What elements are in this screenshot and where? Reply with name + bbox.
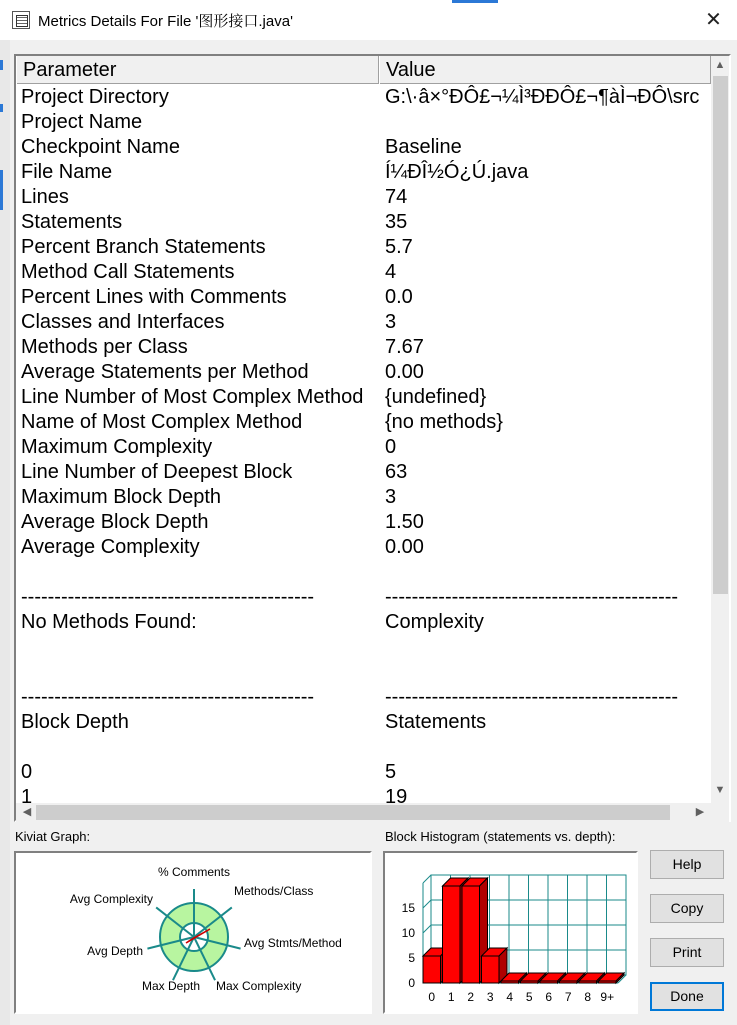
table-row[interactable] bbox=[16, 660, 711, 685]
title-accent bbox=[452, 0, 498, 3]
table-row[interactable] bbox=[16, 785, 711, 803]
value-cell: 0.00 bbox=[385, 536, 424, 558]
scroll-down-icon[interactable]: ▼ bbox=[714, 784, 726, 796]
histogram-y-tick-label: 15 bbox=[401, 901, 415, 915]
table-row[interactable] bbox=[16, 360, 711, 385]
value-cell: 5.7 bbox=[385, 236, 413, 258]
histogram-gridline bbox=[423, 925, 431, 933]
parameter-cell: Percent Branch Statements bbox=[21, 236, 266, 258]
kiviat-chart bbox=[16, 853, 370, 1012]
histogram-bar bbox=[599, 981, 617, 983]
histogram-y-tick-label: 0 bbox=[408, 976, 415, 990]
histogram-x-tick-label: 8 bbox=[584, 990, 592, 1004]
histogram-x-tick-label: 6 bbox=[545, 990, 553, 1004]
histogram-axis bbox=[423, 875, 431, 883]
histogram-x-tick-label: 5 bbox=[525, 990, 533, 1004]
parameter-cell: Average Block Depth bbox=[21, 511, 209, 533]
scroll-corner bbox=[711, 803, 729, 822]
value-cell: 3 bbox=[385, 486, 397, 508]
parameter-cell: No Methods Found: bbox=[21, 611, 197, 633]
histogram-chart bbox=[385, 853, 636, 1012]
list-header bbox=[16, 56, 711, 84]
table-row[interactable] bbox=[16, 85, 711, 110]
edge-mark bbox=[0, 170, 3, 210]
table-row[interactable] bbox=[16, 160, 711, 185]
table-row[interactable] bbox=[16, 635, 711, 660]
scroll-left-icon[interactable]: ◀ bbox=[22, 806, 32, 818]
table-row[interactable] bbox=[16, 535, 711, 560]
table-row[interactable] bbox=[16, 310, 711, 335]
parameter-cell: Methods per Class bbox=[21, 336, 188, 358]
help-button[interactable]: Help bbox=[650, 850, 724, 879]
histogram-y-tick-label: 10 bbox=[401, 926, 415, 940]
histogram-x-tick-label: 1 bbox=[447, 990, 455, 1004]
table-row[interactable] bbox=[16, 710, 711, 735]
scroll-up-icon[interactable]: ▲ bbox=[714, 59, 726, 71]
table-row[interactable] bbox=[16, 510, 711, 535]
table-row[interactable] bbox=[16, 110, 711, 135]
parameter-cell: Line Number of Deepest Block bbox=[21, 461, 293, 483]
column-header-value[interactable]: Value bbox=[379, 56, 711, 84]
kiviat-axis-label: Max Depth bbox=[141, 979, 201, 993]
value-cell: 7.67 bbox=[385, 336, 424, 358]
kiviat-label: Kiviat Graph: bbox=[15, 829, 91, 844]
histogram-x-tick-label: 3 bbox=[486, 990, 494, 1004]
parameter-cell: Lines bbox=[21, 186, 69, 208]
parameter-cell: -------------------------------------------- bbox=[21, 686, 315, 708]
table-row[interactable] bbox=[16, 610, 711, 635]
histogram-x-tick-label: 0 bbox=[428, 990, 436, 1004]
table-row[interactable] bbox=[16, 235, 711, 260]
metrics-list-view[interactable] bbox=[14, 54, 731, 822]
parameter-cell: Statements bbox=[21, 211, 123, 233]
value-cell: 1.50 bbox=[385, 511, 424, 533]
value-cell: Baseline bbox=[385, 136, 462, 158]
block-histogram bbox=[383, 851, 638, 1014]
value-cell: 74 bbox=[385, 186, 408, 208]
window-title: Metrics Details For File '图形接口.java' bbox=[38, 13, 293, 30]
parameter-cell: -------------------------------------------- bbox=[21, 586, 315, 608]
table-row[interactable] bbox=[16, 135, 711, 160]
table-row[interactable] bbox=[16, 335, 711, 360]
histogram-bar bbox=[540, 981, 558, 983]
histogram-x-tick-label: 2 bbox=[467, 990, 475, 1004]
parameter-cell: Block Depth bbox=[21, 711, 129, 733]
parameter-cell: Project Name bbox=[21, 111, 143, 133]
parameter-cell: Average Complexity bbox=[21, 536, 200, 558]
value-cell: 0 bbox=[385, 436, 397, 458]
print-button[interactable]: Print bbox=[650, 938, 724, 967]
copy-button[interactable]: Copy bbox=[650, 894, 724, 923]
table-row[interactable] bbox=[16, 385, 711, 410]
kiviat-axis-label: Avg Stmts/Method bbox=[244, 936, 342, 950]
vertical-scroll-thumb[interactable] bbox=[713, 76, 728, 594]
kiviat-graph bbox=[14, 851, 372, 1014]
value-cell: {no methods} bbox=[385, 411, 503, 433]
title-bar bbox=[0, 0, 737, 40]
parameter-cell: 1 bbox=[21, 786, 33, 803]
table-row[interactable] bbox=[16, 410, 711, 435]
value-cell: 0.00 bbox=[385, 361, 424, 383]
parameter-cell: Maximum Block Depth bbox=[21, 486, 222, 508]
edge-mark bbox=[0, 60, 3, 70]
value-cell: Í¼ÐÎ½Ó¿Ú.java bbox=[385, 161, 529, 183]
value-cell: 4 bbox=[385, 261, 397, 283]
value-cell: G:\·â×°ÐÔ£¬¼Ì³ÐÐÔ£¬¶àÌ¬ÐÔ\src bbox=[385, 86, 700, 108]
histogram-bar bbox=[501, 981, 519, 983]
parameter-cell: Project Directory bbox=[21, 86, 169, 108]
value-cell: 5 bbox=[385, 761, 397, 783]
histogram-bar bbox=[423, 956, 441, 983]
parameter-cell: Checkpoint Name bbox=[21, 136, 180, 158]
histogram-bar bbox=[521, 981, 539, 983]
value-cell: 19 bbox=[385, 786, 408, 803]
column-header-parameter[interactable]: Parameter bbox=[16, 56, 379, 84]
kiviat-axis-label: Avg Complexity bbox=[69, 892, 153, 906]
histogram-x-tick-label: 4 bbox=[506, 990, 514, 1004]
histogram-gridline bbox=[423, 900, 431, 908]
value-cell: 0.0 bbox=[385, 286, 413, 308]
parameter-cell: Method Call Statements bbox=[21, 261, 235, 283]
kiviat-axis-label: Max Complexity bbox=[216, 979, 302, 993]
parameter-cell: Percent Lines with Comments bbox=[21, 286, 287, 308]
edge-mark bbox=[0, 104, 3, 112]
value-cell: 35 bbox=[385, 211, 408, 233]
histogram-y-tick-label: 5 bbox=[408, 951, 415, 965]
app-icon bbox=[12, 11, 30, 29]
table-row[interactable] bbox=[16, 585, 711, 610]
done-button[interactable]: Done bbox=[650, 982, 724, 1011]
kiviat-axis-label: Methods/Class bbox=[234, 884, 314, 898]
parameter-cell: Classes and Interfaces bbox=[21, 311, 225, 333]
kiviat-axis-label: Avg Depth bbox=[87, 944, 143, 958]
parameter-cell: File Name bbox=[21, 161, 113, 183]
left-edge-strip bbox=[0, 40, 10, 1025]
parameter-cell: Maximum Complexity bbox=[21, 436, 213, 458]
value-cell: Complexity bbox=[385, 611, 484, 633]
scroll-right-icon[interactable]: ▶ bbox=[695, 806, 705, 818]
value-cell: {undefined} bbox=[385, 386, 487, 408]
histogram-x-tick-label: 9+ bbox=[600, 990, 615, 1004]
histogram-bar bbox=[443, 886, 461, 983]
table-row[interactable] bbox=[16, 210, 711, 235]
table-row[interactable] bbox=[16, 260, 711, 285]
histogram-bar bbox=[462, 886, 480, 983]
horizontal-scrollbar[interactable] bbox=[16, 803, 711, 822]
value-cell: Statements bbox=[385, 711, 487, 733]
metrics-rows bbox=[16, 85, 711, 803]
horizontal-scroll-thumb[interactable] bbox=[36, 805, 670, 820]
histogram-bar bbox=[482, 956, 500, 983]
table-row[interactable] bbox=[16, 185, 711, 210]
table-row[interactable] bbox=[16, 735, 711, 760]
table-row[interactable] bbox=[16, 435, 711, 460]
value-cell: -------------------------------------------- bbox=[385, 586, 679, 608]
histogram-bar bbox=[560, 981, 578, 983]
parameter-cell: Average Statements per Method bbox=[21, 361, 309, 383]
table-row[interactable] bbox=[16, 285, 711, 310]
table-row[interactable] bbox=[16, 760, 711, 785]
value-cell: -------------------------------------------- bbox=[385, 686, 679, 708]
value-cell: 3 bbox=[385, 311, 397, 333]
histogram-label: Block Histogram (statements vs. depth): bbox=[385, 829, 616, 844]
table-row[interactable] bbox=[16, 685, 711, 710]
kiviat-axis-label: % Comments bbox=[157, 865, 231, 879]
table-row[interactable] bbox=[16, 485, 711, 510]
parameter-cell: 0 bbox=[21, 761, 33, 783]
table-row[interactable] bbox=[16, 460, 711, 485]
close-button[interactable]: ✕ bbox=[705, 9, 722, 31]
value-cell: 63 bbox=[385, 461, 408, 483]
parameter-cell: Line Number of Most Complex Method bbox=[21, 386, 364, 408]
vertical-scrollbar[interactable] bbox=[711, 56, 729, 803]
parameter-cell: Name of Most Complex Method bbox=[21, 411, 303, 433]
histogram-x-tick-label: 7 bbox=[564, 990, 572, 1004]
histogram-bar bbox=[579, 981, 597, 983]
table-row[interactable] bbox=[16, 560, 711, 585]
